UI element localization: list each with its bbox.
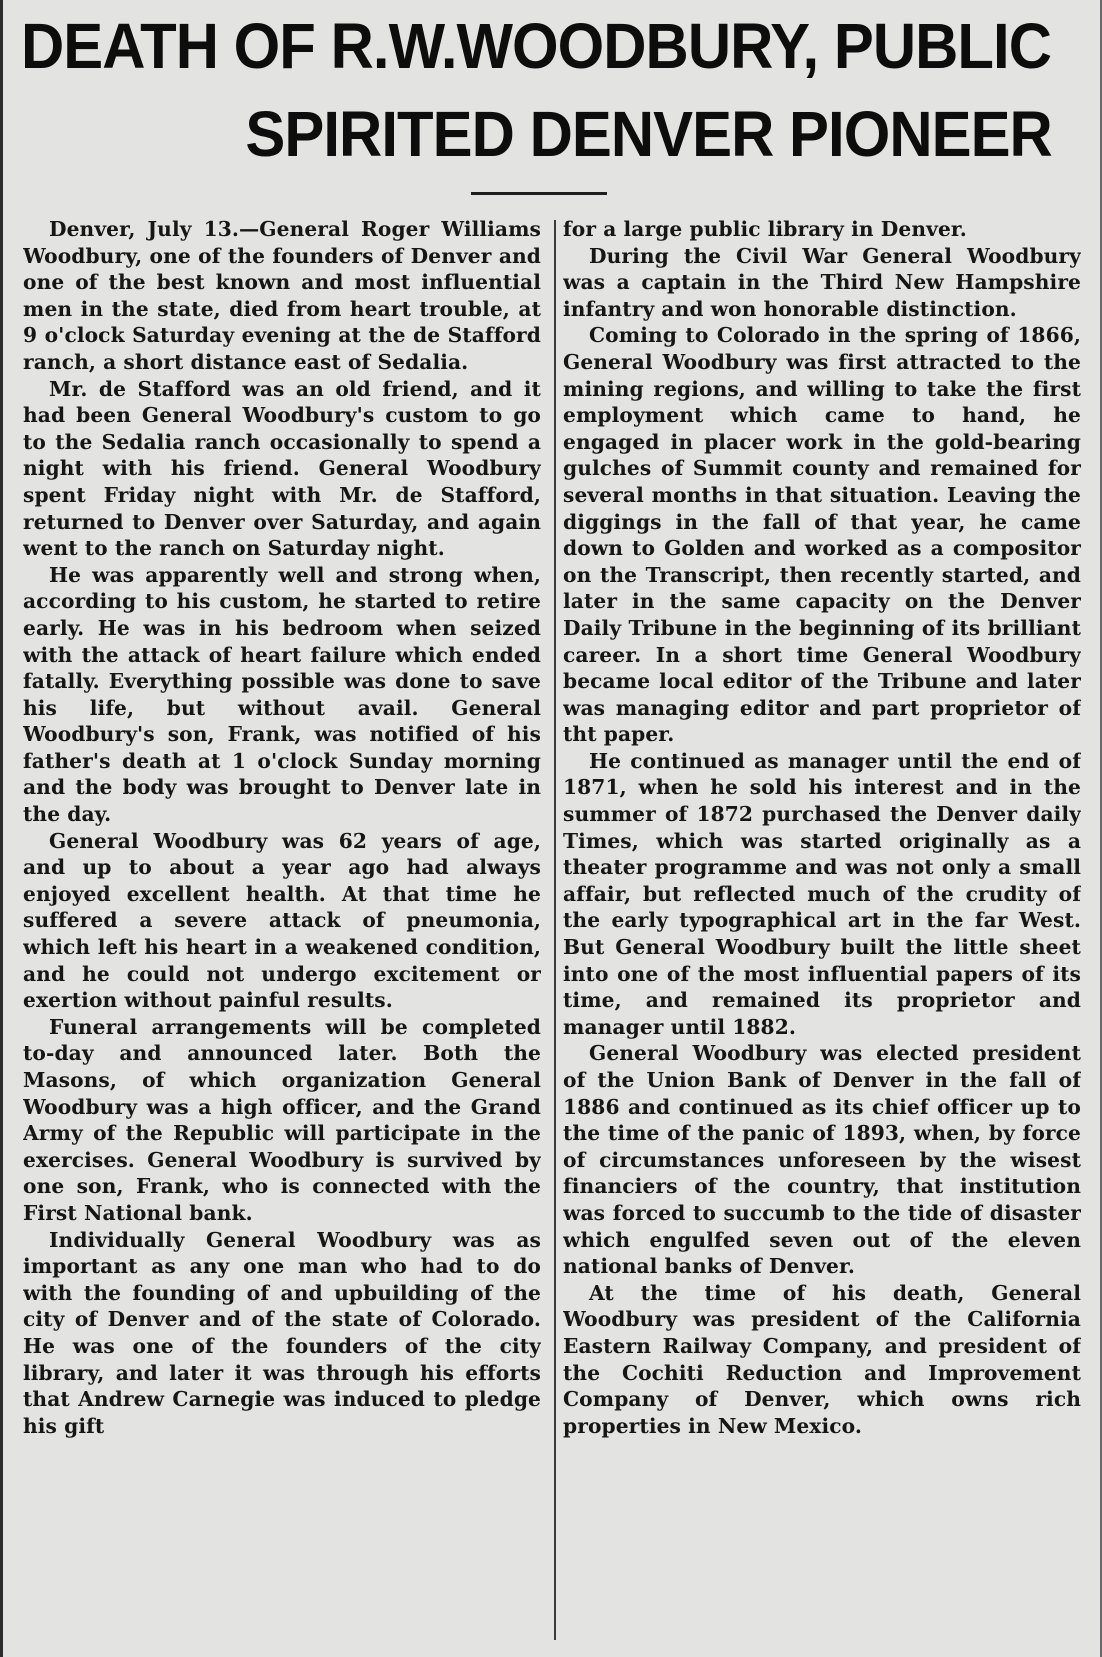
right-column bbox=[563, 216, 1081, 1648]
paragraph: Funeral arrangements will be completed to-day and announced later. Both the Masons, of which organization General Woodbury was a high officer, and the Grand Army of the Republic will participate in the exercises. General Woodbury is survived by one son, Frank, who is connected with the First National bank. bbox=[23, 1014, 541, 1225]
article-body bbox=[23, 216, 1083, 1648]
paragraph: He continued as manager until the end of 1871, when he sold his interest and in the summer of 1872 purchased the Denver daily Times, which was started originally as a theater programme and was not only a small affair, but reflected much of the crudity of the early typographical art in the far West. But General Woodbury built the little sheet into one of the most influential papers of its time, and remained its proprietor and manager until 1882. bbox=[563, 748, 1081, 1039]
paragraph: During the Civil War General Woodbury was a captain in the Third New Hampshire infantry and won honorable distinction. bbox=[563, 243, 1081, 321]
paragraph: Denver, July 13.—General Roger Williams Woodbury, one of the founders of Denver and one of the best known and most influential men in the state, died from heart trouble, at 9 o'clock Saturday evening at the de Stafford ranch, a short distance east of Sedalia. bbox=[23, 217, 541, 374]
paragraph: Coming to Colorado in the spring of 1866, General Woodbury was first attracted to the mining regions, and willing to take the first employment which came to hand, he engaged in placer work in the gold-bearing gulches of Summit county and remained for several months in that situation. Leaving the diggings in the fall of that year, he came down to Golden and worked as a compositor on the Transcript, then recently started, and later in the same capacity on the Denver Daily Tribune in the beginning of its brilliant career. In a short time General Woodbury became local editor of the Tribune and later was managing editor and part proprietor of tht paper. bbox=[563, 323, 1081, 747]
headline bbox=[21, 2, 1090, 178]
left-column bbox=[23, 216, 541, 1648]
headline-line-1: DEATH OF R.W.WOODBURY, PUBLIC bbox=[21, 10, 1052, 82]
paragraph: At the time of his death, General Woodbury was president of the California Eastern Railway Company, and president of the Cochiti Reduction and Improvement Company of Denver, which owns rich properties in New Mexico. bbox=[563, 1280, 1081, 1438]
paragraph: General Woodbury was elected president of the Union Bank of Denver in the fall of 1886 and continued as its chief officer up to the time of the panic of 1893, when, by force of circumstances unforeseen by the wisest financiers of the country, that institution was forced to succumb to the tide of disaster which engulfed seven out of the eleven national banks of Denver. bbox=[563, 1041, 1081, 1279]
paragraph: General Woodbury was 62 years of age, and up to about a year ago had always enjoyed excellent health. At that time he suffered a severe attack of pneumonia, which left his heart in a weakened condition, and he could not undergo excitement or exertion without painful results. bbox=[23, 828, 541, 1013]
paragraph: He was apparently well and strong when, according to his custom, he started to retire early. He was in his bedroom when seized with the attack of heart failure which ended fatally. Everything possible was done to save his life, but without avail. General Woodbury's son, Frank, was notified of his father's death at 1 o'clock Sunday morning and the body was brought to Denver late in the day. bbox=[23, 562, 541, 827]
headline-line-2: SPIRITED DENVER PIONEER bbox=[245, 98, 1052, 170]
paragraph: Individually General Woodbury was as important as any one man who had to do with the founding of and upbuilding of the city of Denver and of the state of Colorado. He was one of the founders of the city library, and later it was through his efforts that Andrew Carnegie was induced to pledge his gift bbox=[23, 1227, 541, 1438]
headline-rule bbox=[471, 192, 607, 195]
column-divider bbox=[554, 220, 556, 1640]
paragraph: Mr. de Stafford was an old friend, and it had been General Woodbury's custom to go to the Sedalia ranch occasionally to spend a night with his friend. General Woodbury spent Friday night with Mr. de Stafford, returned to Denver over Saturday, and again went to the ranch on Saturday night. bbox=[23, 376, 541, 561]
paragraph-continuation: for a large public library in Denver. bbox=[563, 217, 967, 241]
